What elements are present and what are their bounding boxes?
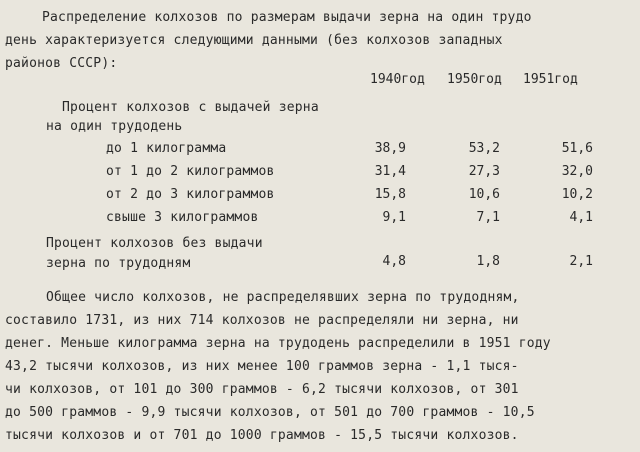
year-header-1950: 1950год [447, 72, 502, 87]
row-value-1940: 9,1 [382, 210, 406, 225]
group2-value-1951: 2,1 [569, 254, 593, 269]
row-value-1950: 7,1 [476, 210, 500, 225]
row-value-1940: 38,9 [374, 141, 406, 156]
group2-label-line-1: Процент колхозов без выдачи [46, 236, 263, 251]
row-value-1950: 10,6 [468, 187, 500, 202]
group2-label-line-2: зерна по трудодням [46, 256, 191, 271]
year-header-1940: 1940год [370, 72, 425, 87]
group1-label-line-1: Процент колхозов с выдачей зерна [62, 100, 319, 115]
row-value-1951: 32,0 [561, 164, 593, 179]
paragraph-line-6: до 500 граммов - 9,9 тысячи колхозов, от 501 до 700 граммов - 10,5 [5, 405, 535, 420]
row-value-1951: 51,6 [561, 141, 593, 156]
row-value-1950: 27,3 [468, 164, 500, 179]
row-label: от 2 до 3 килограммов [106, 187, 275, 202]
row-value-1951: 10,2 [561, 187, 593, 202]
group2-value-1940: 4,8 [382, 254, 406, 269]
group1-label-line-2: на один трудодень [46, 119, 183, 134]
row-label: до 1 килограмма [106, 141, 227, 156]
row-label: свыше 3 килограммов [106, 210, 259, 225]
group2-value-1950: 1,8 [476, 254, 500, 269]
paragraph-line-4: 43,2 тысячи колхозов, из них менее 100 граммов зерна - 1,1 тыся- [5, 359, 519, 374]
paragraph-line-1: Общее число колхозов, не распределявших зерна по трудодням, [46, 290, 520, 305]
row-label: от 1 до 2 килограммов [106, 164, 275, 179]
row-value-1940: 31,4 [374, 164, 406, 179]
row-value-1951: 4,1 [569, 210, 593, 225]
year-header-1951: 1951год [523, 72, 578, 87]
paragraph-line-3: денег. Меньше килограмма зерна на трудодень распределили в 1951 году [5, 336, 551, 351]
intro-line-3: районов СССР): [5, 56, 118, 71]
row-value-1940: 15,8 [374, 187, 406, 202]
intro-line-1: Распределение колхозов по размерам выдачи зерна на один трудо [42, 10, 532, 25]
paragraph-line-2: составило 1731, из них 714 колхозов не распределяли ни зерна, ни [5, 313, 519, 328]
intro-line-2: день характеризуется следующими данными (без колхозов западных [5, 33, 503, 48]
row-value-1950: 53,2 [468, 141, 500, 156]
paragraph-line-5: чи колхозов, от 101 до 300 граммов - 6,2 тысячи колхозов, от 301 [5, 382, 519, 397]
paragraph-line-7: тысячи колхозов и от 701 до 1000 граммов - 15,5 тысячи колхозов. [5, 428, 519, 443]
